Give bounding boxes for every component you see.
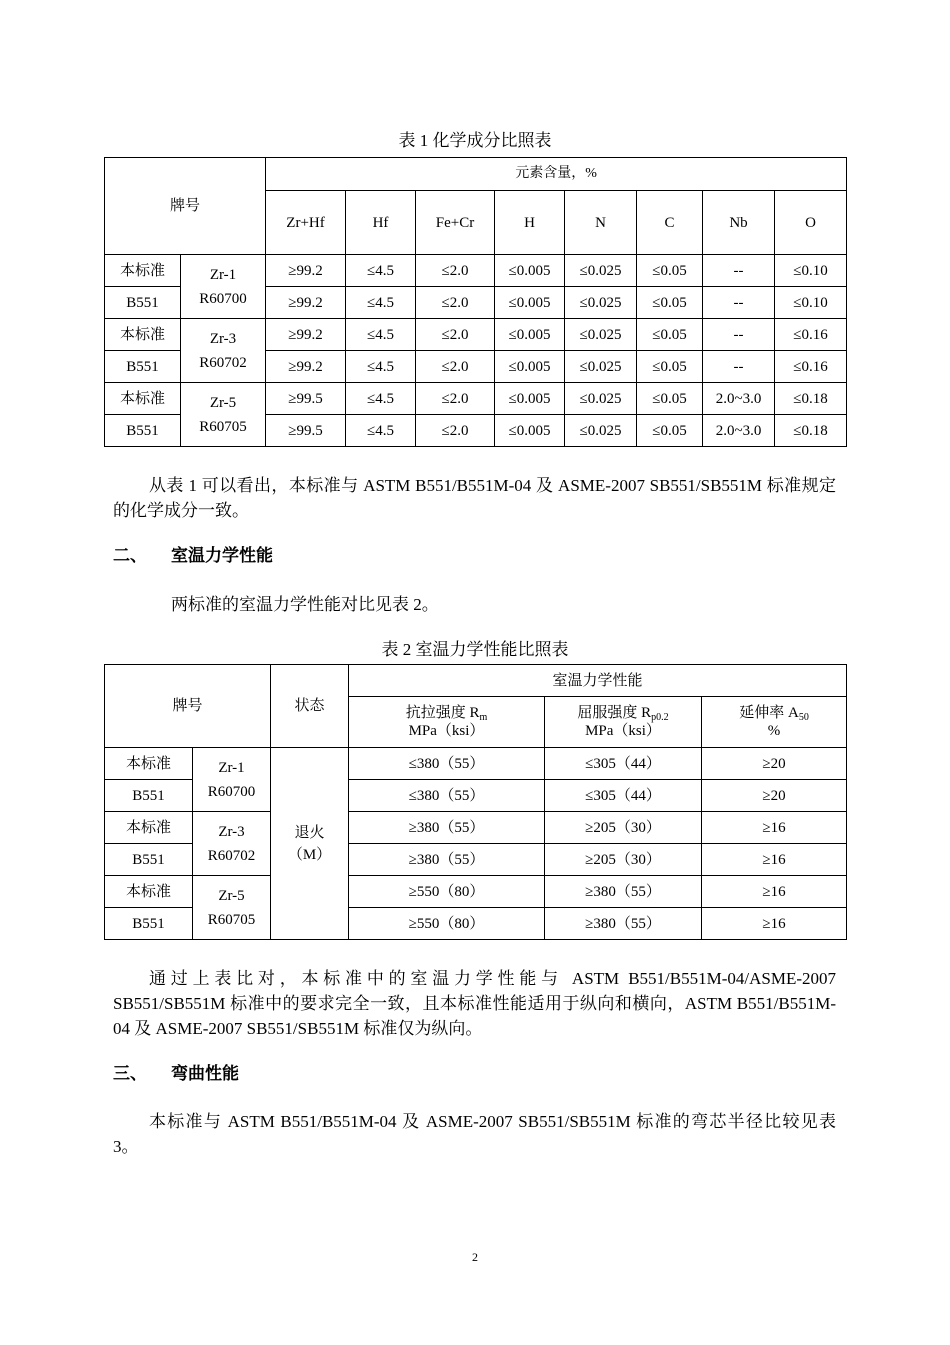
section-number: 二、 [113,546,147,566]
tensile-header: 抗拉强度 $R_m$ MPa（ksi） [349,697,545,748]
value-cell: ≤0.05 [637,383,703,415]
paragraph-mechanical-summary: 通过上表比对，本标准中的室温力学性能与 ASTM B551/B551M-04/ASME-2007 SB551/SB551M 标准中的要求完全一致，且本标准性能适用于纵向和横向，ASTM B551/B551M-04 及 ASME-2007 SB551/SB551M 标准仅为纵向。 [113,969,836,1038]
value-cell: ≤0.005 [495,287,565,319]
value-cell: ≤0.05 [637,319,703,351]
value-cell: ≥380（55） [545,908,702,940]
value-cell: ≥550（80） [349,908,545,940]
value-cell: ≥205（30） [545,844,702,876]
value-cell: ≤0.18 [775,383,847,415]
value-cell: ≥99.2 [266,351,346,383]
value-cell: ≤2.0 [416,255,495,287]
value-cell: ≤0.005 [495,351,565,383]
value-cell: ≤0.005 [495,383,565,415]
section-number: 三、 [113,1064,147,1084]
value-cell: ≤380（55） [349,748,545,780]
value-cell: ≤0.16 [775,351,847,383]
value-cell: ≥20 [702,748,847,780]
mechanical-group-header: 室温力学性能 [349,665,847,697]
value-cell: ≤0.025 [565,255,637,287]
grade-cell: Zr-3 R60702 [181,319,266,383]
value-cell: ≤4.5 [346,383,416,415]
value-cell: ≥16 [702,812,847,844]
value-cell: ≤2.0 [416,287,495,319]
standard-cell: 本标准 [105,876,193,908]
paragraph-chemical-summary: 从表 1 可以看出，本标准与 ASTM B551/B551M-04 及 ASME-2007 SB551/SB551M 标准规定的化学成分一致。 [113,476,836,520]
value-cell: ≤4.5 [346,351,416,383]
value-cell: ≥20 [702,780,847,812]
grade-cell: Zr-5 R60705 [193,876,271,940]
value-cell: ≤0.05 [637,415,703,447]
value-cell: ≥99.5 [266,383,346,415]
value-cell: ≤2.0 [416,415,495,447]
element-header: C [637,191,703,255]
value-cell: 2.0~3.0 [703,415,775,447]
value-cell: ≤4.5 [346,287,416,319]
grade-cell: Zr-3 R60702 [193,812,271,876]
grade-cell: Zr-1 R60700 [193,748,271,812]
paragraph-table2-intro: 两标准的室温力学性能对比见表 2。 [171,595,439,614]
value-cell: ≤2.0 [416,383,495,415]
value-cell: ≤4.5 [346,415,416,447]
state-header: 状态 [271,665,349,748]
value-cell: ≤0.025 [565,383,637,415]
table2-caption: 表 2 室温力学性能比照表 [381,640,569,659]
paragraph-bend-intro: 本标准与 ASTM B551/B551M-04 及 ASME-2007 SB551/SB551M 标准的弯芯半径比较见表 3。 [113,1112,836,1156]
value-cell: ≥16 [702,876,847,908]
page-number: 2 [472,1250,478,1264]
standard-cell: 本标准 [105,748,193,780]
value-cell: ≤0.16 [775,319,847,351]
element-header: Zr+Hf [266,191,346,255]
value-cell: ≤0.025 [565,415,637,447]
section-title: 弯曲性能 [171,1064,239,1084]
standard-cell: B551 [105,415,181,447]
table1-caption: 表 1 化学成分比照表 [398,131,552,150]
value-cell: -- [703,287,775,319]
value-cell: ≤0.10 [775,287,847,319]
value-cell: ≥99.5 [266,415,346,447]
state-cell: 退火 （M） [271,748,349,940]
grade-cell: Zr-1 R60700 [181,255,266,319]
standard-cell: 本标准 [105,383,181,415]
standard-cell: 本标准 [105,255,181,287]
grade-cell: Zr-5 R60705 [181,383,266,447]
value-cell: ≤380（55） [349,780,545,812]
value-cell: ≤4.5 [346,255,416,287]
chemical-composition-table [104,157,847,447]
value-cell: ≤0.005 [495,415,565,447]
grade-header: 牌号 [105,665,271,748]
value-cell: ≤305（44） [545,780,702,812]
table-row [105,748,847,780]
standard-cell: 本标准 [105,319,181,351]
element-header: O [775,191,847,255]
value-cell: ≥205（30） [545,812,702,844]
value-cell: ≥380（55） [349,844,545,876]
value-cell: -- [703,351,775,383]
value-cell: -- [703,255,775,287]
value-cell: ≤0.10 [775,255,847,287]
table-row [105,876,847,908]
yield-header: 屈服强度 $R_{p0.2}$ MPa（ksi） [545,697,702,748]
value-cell: ≥380（55） [349,812,545,844]
value-cell: ≤0.025 [565,319,637,351]
section-title: 室温力学性能 [171,546,273,566]
table-row [105,319,847,351]
element-content-header: 元素含量，% [266,158,847,191]
value-cell: ≤305（44） [545,748,702,780]
value-cell: ≤0.05 [637,287,703,319]
value-cell: ≤4.5 [346,319,416,351]
standard-cell: B551 [105,780,193,812]
value-cell: ≥99.2 [266,255,346,287]
standard-cell: 本标准 [105,812,193,844]
value-cell: ≥99.2 [266,287,346,319]
standard-cell: B551 [105,287,181,319]
standard-cell: B551 [105,351,181,383]
table-row [105,383,847,415]
value-cell: ≤2.0 [416,351,495,383]
element-header: Nb [703,191,775,255]
value-cell: ≤0.005 [495,319,565,351]
element-header: N [565,191,637,255]
value-cell: ≥550（80） [349,876,545,908]
value-cell: ≤0.005 [495,255,565,287]
mechanical-properties-table [104,664,847,940]
value-cell: ≤2.0 [416,319,495,351]
standard-cell: B551 [105,908,193,940]
value-cell: ≤0.025 [565,351,637,383]
element-header: Fe+Cr [416,191,495,255]
table-row [105,812,847,844]
value-cell: ≥16 [702,844,847,876]
value-cell: 2.0~3.0 [703,383,775,415]
standard-cell: B551 [105,844,193,876]
value-cell: ≥99.2 [266,319,346,351]
value-cell: ≤0.05 [637,255,703,287]
value-cell: ≤0.025 [565,287,637,319]
value-cell: ≥16 [702,908,847,940]
element-header: H [495,191,565,255]
value-cell: -- [703,319,775,351]
value-cell: ≥380（55） [545,876,702,908]
value-cell: ≤0.05 [637,351,703,383]
section-heading-bend [113,1063,239,1085]
grade-header: 牌号 [105,158,266,255]
element-header: Hf [346,191,416,255]
value-cell: ≤0.18 [775,415,847,447]
elongation-header: 延伸率 $A_{50}$ % [702,697,847,748]
section-heading-room-temp [113,545,273,567]
table-row [105,255,847,287]
